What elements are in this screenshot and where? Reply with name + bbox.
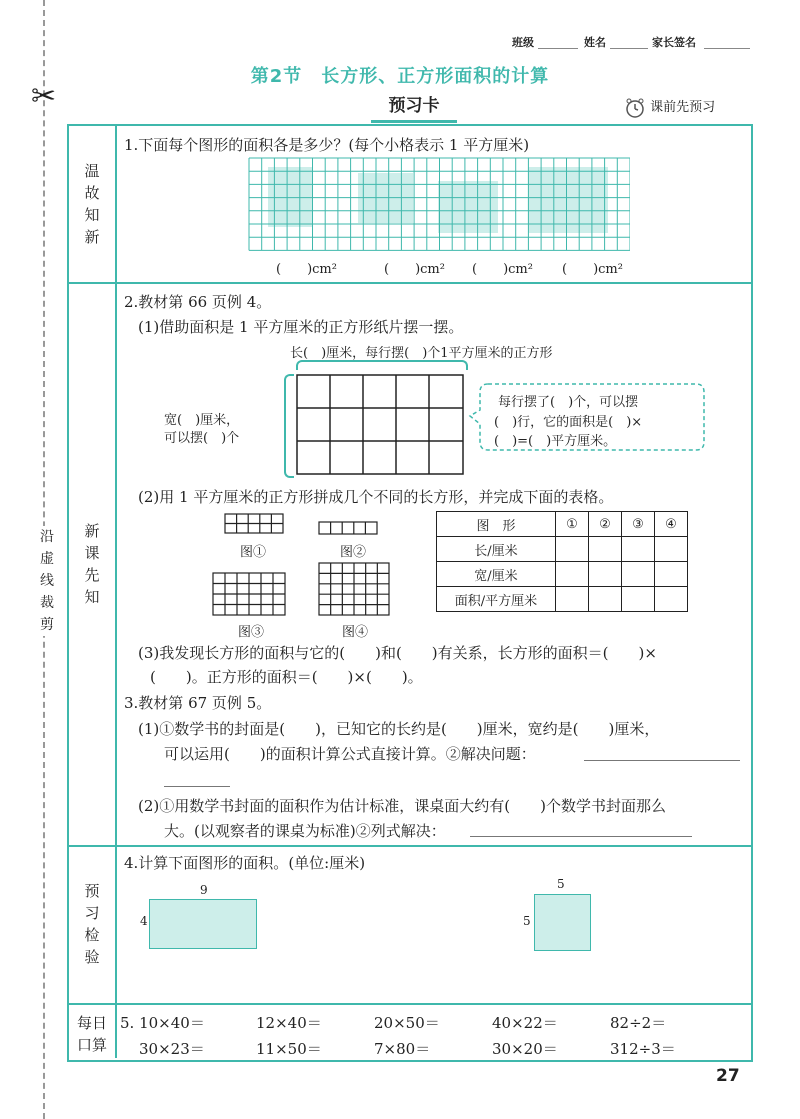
q1-answer-1[interactable]: ( )cm²: [276, 262, 337, 277]
calc-6: 30×23＝: [139, 1040, 205, 1058]
row-label: 面积/平方厘米: [437, 587, 556, 612]
sidebar-new: 新课先知: [84, 522, 100, 606]
q3-part1-b: 可以运用( )的面积计算公式直接计算。②解决问题：: [164, 745, 536, 763]
scissors-icon: ✂: [31, 79, 57, 114]
calc-8: 7×80＝: [374, 1040, 431, 1058]
table-header-cell: 图 形: [437, 512, 556, 537]
card-title: 预习卡: [371, 92, 457, 123]
parent-signature-label: 家长签名: [652, 36, 696, 49]
figure-2: [318, 520, 380, 538]
rect-width-label: 9: [200, 883, 208, 897]
class-field[interactable]: [538, 48, 578, 49]
table-cell[interactable]: [589, 562, 622, 587]
q3-part1-a: (1)①数学书的封面是( )，已知它的长约是( )厘米，宽约是( )厘米，: [138, 720, 660, 738]
q2-text: 2.教材第 66 页例 4。: [124, 293, 272, 311]
row-label: 宽/厘米: [437, 562, 556, 587]
figure-3: [212, 572, 288, 618]
rectangle-figure: [149, 899, 257, 949]
q2-part3-a: (3)我发现长方形的面积与它的( )和( )有关系，长方形的面积＝( )×: [138, 644, 657, 662]
table-header-cell: ③: [622, 512, 655, 537]
table-header-cell: ④: [655, 512, 688, 537]
shapes-table: [436, 511, 688, 612]
table-cell[interactable]: [655, 562, 688, 587]
sidebar-daily: 每日口算: [76, 1014, 107, 1054]
square-height-label: 5: [523, 914, 531, 928]
page-number: 27: [716, 1066, 740, 1086]
q2-width-label-1: 宽( )厘米，: [164, 413, 240, 428]
calc-3: 20×50＝: [374, 1014, 440, 1032]
q1-answer-2[interactable]: ( )cm²: [384, 262, 445, 277]
calc-2: 12×40＝: [256, 1014, 322, 1032]
q1-grid: [248, 157, 630, 251]
table-row: [437, 587, 688, 612]
q1-answer-3[interactable]: ( )cm²: [472, 262, 533, 277]
parent-signature-field[interactable]: [704, 48, 750, 49]
q3-part2-a: (2)①用数学书封面的面积作为估计标准，课桌面大约有( )个数学书封面那么: [138, 797, 666, 815]
square-figure: [534, 894, 591, 951]
rect-height-label: 4: [140, 914, 148, 928]
divider-2: [67, 845, 751, 847]
class-label: 班级: [512, 36, 534, 49]
width-brace: [284, 374, 294, 478]
square-width-label: 5: [557, 877, 565, 891]
table-header-cell: ①: [556, 512, 589, 537]
figure-1: [224, 512, 286, 536]
sidebar-check: 预习检验: [84, 882, 100, 966]
row-label: 长/厘米: [437, 537, 556, 562]
table-cell[interactable]: [556, 537, 589, 562]
cut-label: 沿虚线裁剪: [38, 526, 56, 636]
calc-1: 5. 10×40＝: [120, 1014, 205, 1032]
table-cell[interactable]: [556, 587, 589, 612]
calc-9: 30×20＝: [492, 1040, 558, 1058]
alarm-clock-icon: [624, 97, 646, 119]
table-cell[interactable]: [655, 587, 688, 612]
q2-part1: (1)借助面积是 1 平方厘米的正方形纸片摆一摆。: [138, 318, 464, 336]
preview-label: 课前先预习: [650, 100, 716, 115]
bubble-line-3: ( )=( )平方厘米。: [494, 434, 617, 449]
table-row: [437, 537, 688, 562]
calc-10: 312÷3＝: [610, 1040, 676, 1058]
q2-part2: (2)用 1 平方厘米的正方形拼成几个不同的长方形，并完成下面的表格。: [138, 488, 614, 506]
preview-badge: [624, 96, 715, 119]
q2-part3-b: ( )。正方形的面积＝( )×( )。: [150, 668, 423, 686]
sidebar-divider: [115, 124, 117, 1058]
bubble-line-2: ( )行，它的面积是( )×: [494, 415, 643, 430]
figure-4-label: 图④: [342, 625, 369, 640]
q2-length-label: 长( )厘米，每行摆( )个1平方厘米的正方形: [290, 346, 553, 361]
q3-part2-b: 大。(以观察者的课桌为标准)②列式解决：: [164, 822, 446, 840]
table-header-cell: ②: [589, 512, 622, 537]
table-cell[interactable]: [622, 587, 655, 612]
q2-tile-rect: [296, 374, 466, 476]
sidebar-review: 温故知新: [84, 162, 100, 246]
divider-3: [67, 1003, 751, 1005]
figure-1-label: 图①: [240, 545, 267, 560]
name-field[interactable]: [610, 48, 648, 49]
table-cell[interactable]: [622, 537, 655, 562]
divider-1: [67, 282, 751, 284]
bubble-line-1: 每行摆了( )个，可以摆: [498, 395, 639, 410]
q3-answer-line-1[interactable]: [584, 760, 740, 761]
length-brace: [296, 360, 468, 370]
q1-answer-4[interactable]: ( )cm²: [562, 262, 623, 277]
figure-4: [318, 562, 392, 618]
table-row: [437, 562, 688, 587]
grid-shape: [438, 181, 498, 233]
q2-width-label-2: 可以摆( )个: [164, 431, 240, 446]
table-cell[interactable]: [655, 537, 688, 562]
table-cell[interactable]: [622, 562, 655, 587]
section-title: 第2节 长方形、正方形面积的计算: [250, 66, 550, 87]
table-cell[interactable]: [556, 562, 589, 587]
q3-text: 3.教材第 67 页例 5。: [124, 694, 272, 712]
q3-answer-line-3[interactable]: [470, 836, 692, 837]
figure-2-label: 图②: [340, 545, 367, 560]
figure-3-label: 图③: [238, 625, 265, 640]
q4-text: 4.计算下面图形的面积。(单位:厘米): [124, 854, 366, 872]
table-cell[interactable]: [589, 537, 622, 562]
table-cell[interactable]: [589, 587, 622, 612]
calc-4: 40×22＝: [492, 1014, 558, 1032]
calc-5: 82÷2＝: [610, 1014, 667, 1032]
grid-shape: [528, 167, 608, 233]
name-label: 姓名: [584, 36, 606, 49]
calc-7: 11×50＝: [256, 1040, 322, 1058]
q3-answer-line-2[interactable]: [164, 786, 230, 787]
q1-text: 1.下面每个图形的面积各是多少？(每个小格表示 1 平方厘米): [124, 136, 530, 154]
